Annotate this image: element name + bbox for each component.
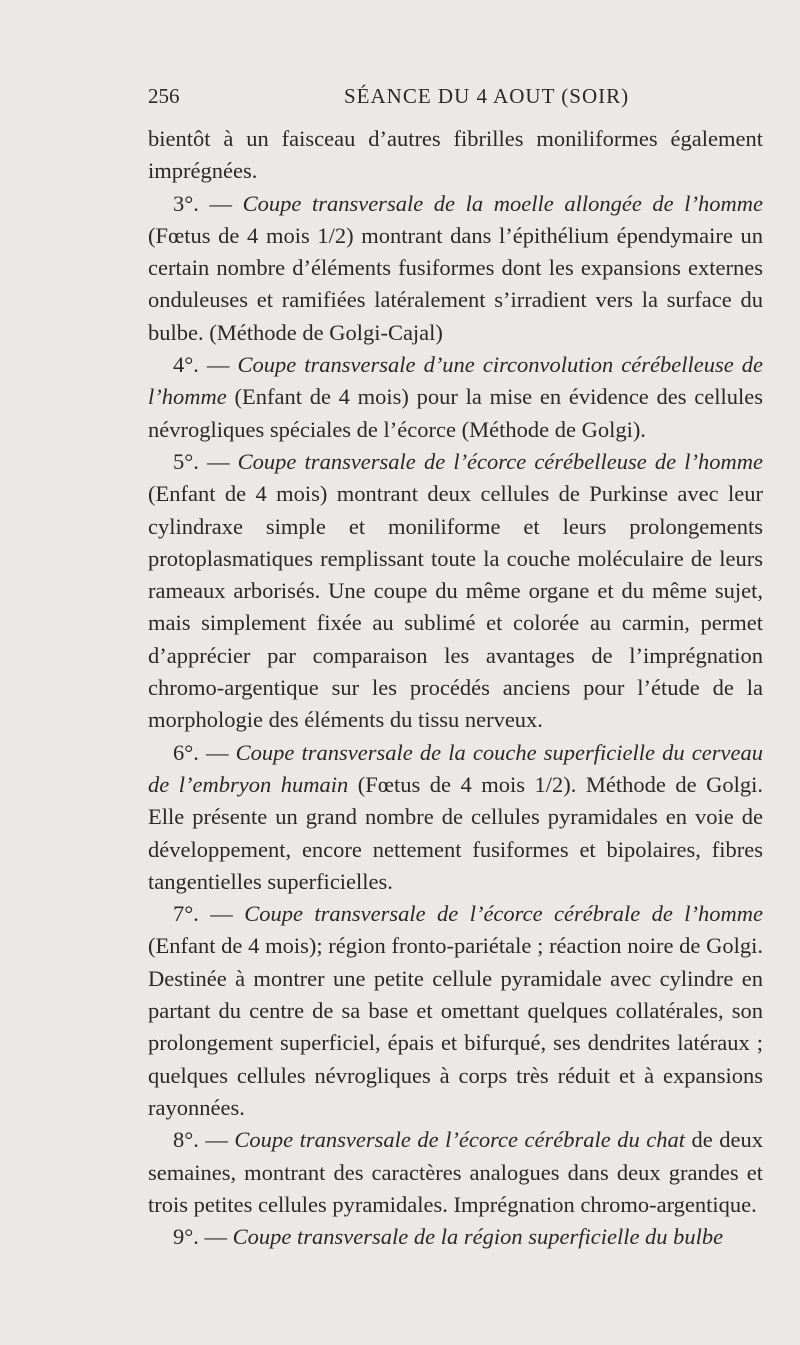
item-number: 9°. — [173, 1224, 233, 1250]
item-text: (Fœtus de 4 mois 1/2). Méthode de Golgi. Elle présente un grand nombre de cellules pyramidales en voie de développement, encore nettement fusiformes et bipolaires, fibres tangentielles superficielles. [148, 771, 763, 894]
item-title: Coupe transversale de l’écorce cérébrale du chat [234, 1127, 685, 1153]
item-text: (Enfant de 4 mois) montrant deux cellules de Purkinse avec leur cylindraxe simple et moniliforme et leurs prolongements protoplasmatiques remplissant toute la couche moléculaire de leurs rameaux arborisés. Une coupe du même organe et du même sujet, mais simplement fixée au sublimé et colorée au carmin, permet d’apprécier par comparaison les avantages de l’imprégnation chromo-argentique sur les procédés anciens pour l’étude de la morphologie des éléments du tissu nerveux. [148, 481, 763, 733]
item-title: Coupe transversale de la région superficielle du bulbe [232, 1224, 724, 1250]
item-text: de deux semaines, montrant des caractères analogues dans deux grandes et trois petites cellules pyramidales. Imprégnation chromo-argentique. [148, 1127, 763, 1217]
item-number: 6°. — [173, 739, 236, 765]
paragraph-item-9 [148, 1221, 763, 1253]
running-head-main: SÉANCE DU 4 AOUT [344, 84, 556, 108]
paragraph-item-4 [148, 349, 763, 446]
paragraph-continuation [148, 123, 763, 188]
body-text [148, 123, 763, 1253]
paragraph-item-7 [148, 898, 763, 1124]
page-number: 256 [148, 84, 180, 108]
item-text: (Fœtus de 4 mois 1/2) montrant dans l’épithélium épendymaire un certain nombre d’éléments fusiformes dont les expansions externes onduleuses et ramifiées latéralement s’irradient vers la surface du bulbe. (Méthode de Golgi-Cajal) [148, 222, 763, 345]
paragraph-item-3 [148, 188, 763, 349]
item-text: (Enfant de 4 mois) pour la mise en évidence des cellules névrogliques spéciales de l’écorce (Méthode de Golgi). [148, 384, 763, 442]
item-title: Coupe transversale de la moelle allongée de l’homme [242, 190, 763, 216]
item-title: Coupe transversale de l’écorce cérébelleuse de l’homme [237, 448, 764, 474]
item-title: Coupe transversale d’une circonvolution cérébelleuse de l’homme [148, 352, 763, 410]
paragraph-item-8 [148, 1124, 763, 1221]
item-text: (Enfant de 4 mois); région fronto-pariétale ; réaction noire de Golgi. Destinée à montrer une petite cellule pyramidale avec cylindre en partant du centre de sa base et omettant quelques collatérales, son prolongement superficiel, épais et bifurqué, ses dendrites latéraux ; quelques cellules névrogliques à corps très réduit et à expansions rayonnées. [148, 933, 763, 1120]
item-title: Coupe transversale de la couche superficielle du cerveau de l’embryon humain [148, 739, 763, 797]
page-header [148, 84, 763, 114]
item-title: Coupe transversale de l’écorce cérébrale de l’homme [244, 901, 763, 927]
paragraph-text: bientôt à un faisceau d’autres fibrilles moniliformes également imprégnées. [148, 126, 763, 184]
item-number: 8°. — [173, 1127, 235, 1153]
item-number: 7°. — [173, 901, 245, 927]
item-number: 3°. — [173, 190, 243, 216]
item-number: 4°. — [173, 352, 238, 378]
paragraph-item-6 [148, 737, 763, 898]
item-number: 5°. — [173, 448, 238, 474]
paragraph-item-5 [148, 446, 763, 737]
running-head [344, 84, 629, 109]
running-head-session: (SOIR) [561, 84, 630, 108]
